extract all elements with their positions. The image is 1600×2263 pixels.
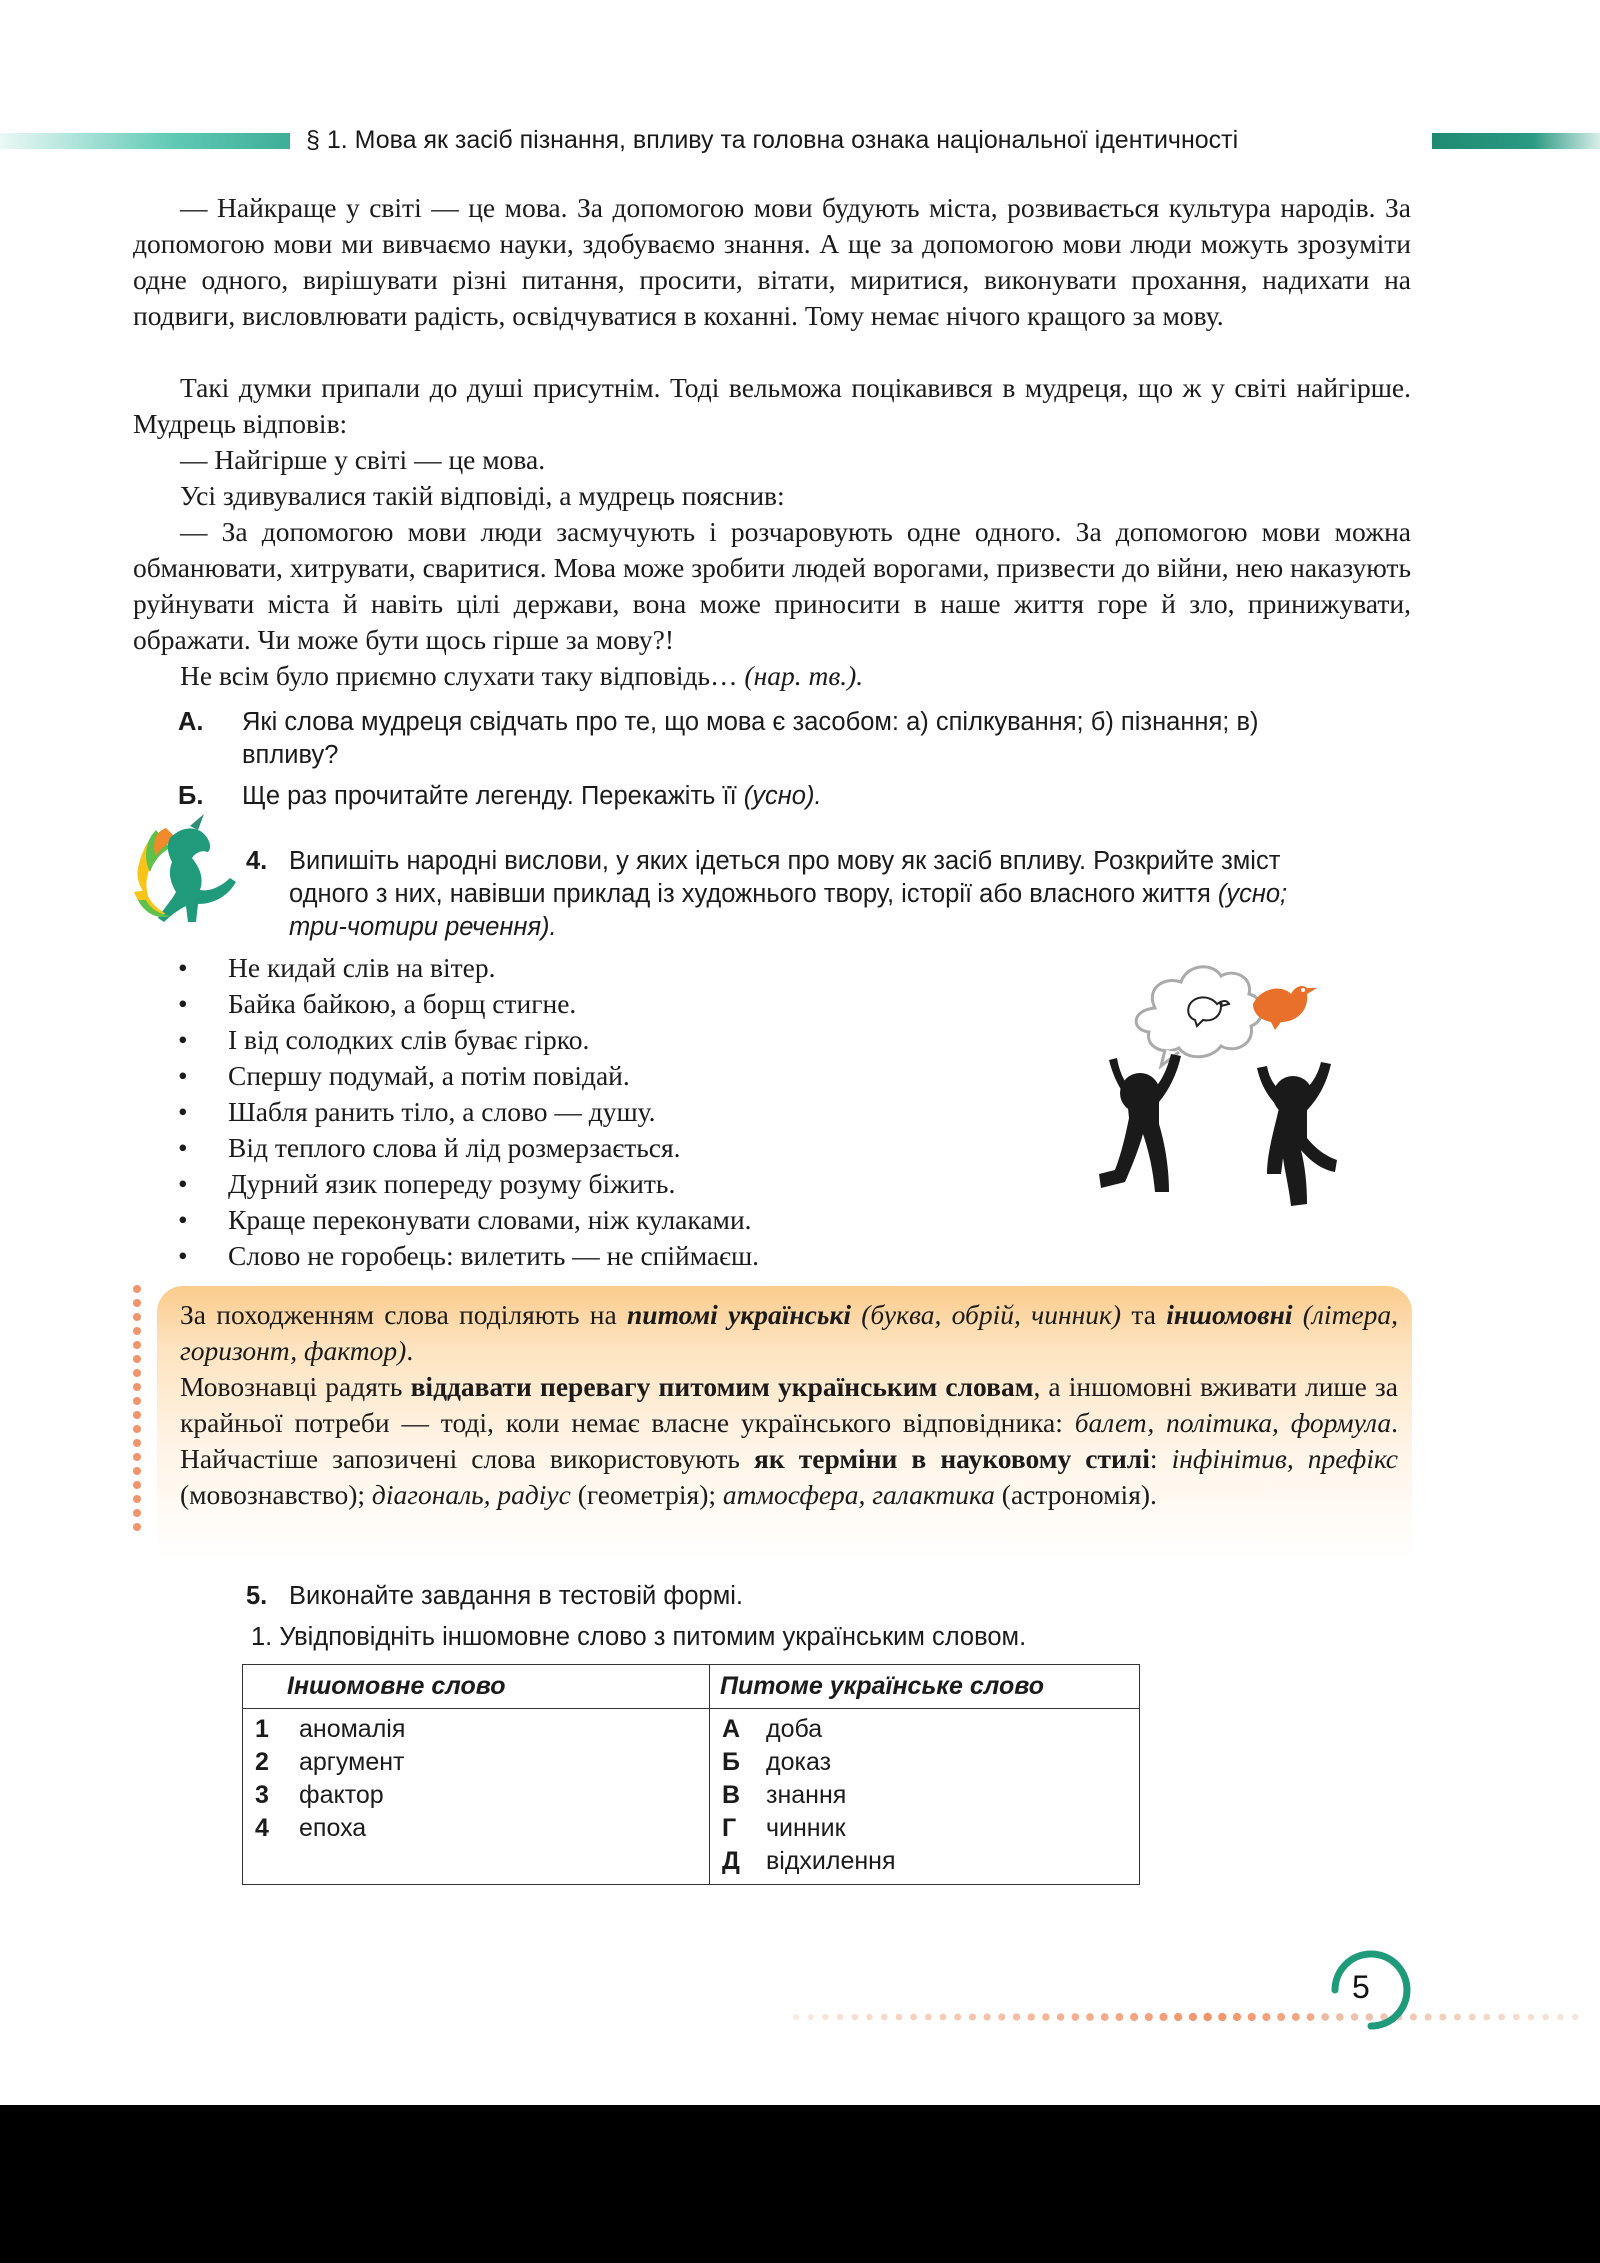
list-item: 3 фактор (255, 1781, 384, 1809)
footer-dot (1292, 2013, 1300, 2021)
proverb-item: • Від теплого слова й лід розмерзається. (178, 1130, 759, 1166)
list-item: 2 аргумент (255, 1748, 405, 1776)
footer-dot (1145, 2013, 1153, 2021)
question-b-line (242, 780, 822, 813)
info-key-terms: як терміни в науковому стилі (753, 1443, 1150, 1474)
task-5-number: 5. (246, 1582, 268, 1610)
task-4-instruction: Випишіть народні вислови, у яких ідеться про мову як засіб впливу. Розкрийте зміст одного з них, навівши приклад із художнього твору, історії або власного життя (289, 847, 1281, 908)
table-header-foreign: Іншомовне слово (243, 1665, 710, 1709)
footer-dot (1262, 2013, 1270, 2021)
header-bar-left (0, 133, 290, 149)
footer-dot (1513, 2014, 1520, 2021)
footer-dot (1174, 2013, 1182, 2021)
story-paragraph-6 (133, 658, 1411, 694)
footer-dot (1425, 2013, 1432, 2020)
task-5-text: Виконайте завдання в тестовій формі. (289, 1582, 743, 1610)
table-header-native: Питоме українське слово (710, 1665, 1140, 1709)
orange-bird-icon (1253, 986, 1317, 1030)
list-item: Г чинник (722, 1814, 846, 1842)
native-words-cell (710, 1709, 1140, 1885)
footer-dot (896, 2014, 903, 2021)
proverb-item: • Шабля ранить тіло, а слово — душу. (178, 1094, 759, 1130)
footer-dot (808, 2014, 814, 2020)
footer-dot (1233, 2013, 1241, 2021)
footer-dot (793, 2014, 799, 2020)
proverb-item: • І від солодких слів буває гірко. (178, 1022, 759, 1058)
list-item: 4 епоха (255, 1814, 367, 1842)
footer-dot (1307, 2013, 1315, 2021)
footer-dot (1159, 2013, 1167, 2021)
footer-dot (1189, 2013, 1197, 2021)
footer-dot (1101, 2013, 1109, 2021)
proverb-item: • Слово не горобець: вилетить — не спіймаєш. (178, 1238, 759, 1274)
proverb-item: • Байка байкою, а борщ стигне. (178, 986, 759, 1022)
section-title: § 1. Мова як засіб пізнання, впливу та головна ознака національної ідентичності (306, 126, 1239, 154)
foreign-words-cell (243, 1709, 710, 1885)
page-number-ring (1327, 1946, 1415, 2034)
footer-dot (1013, 2013, 1020, 2020)
story-paragraph-3: — Найгірше у світі — це мова. (180, 444, 546, 475)
term-foreign: іншомовні (1166, 1299, 1293, 1330)
footer-dot (1572, 2014, 1578, 2020)
list-item: Б доказ (722, 1748, 832, 1776)
unicorn-icon (130, 812, 242, 930)
person-right-icon (1257, 1062, 1337, 1206)
task-5-subtask: 1. Увідповідніть іншомовне слово з питомим українським словом. (251, 1623, 1027, 1651)
footer-dot (940, 2014, 947, 2021)
footer-dot (1086, 2013, 1094, 2021)
footer-dot (1057, 2013, 1065, 2021)
footer-dot (1542, 2014, 1548, 2020)
matching-table (242, 1664, 1140, 1885)
footer-dot (1042, 2013, 1049, 2020)
list-item: 1 аномалія (255, 1715, 406, 1743)
footer-dot (1203, 2013, 1211, 2021)
footer-dot (925, 2014, 932, 2021)
task-4-number: 4. (246, 847, 268, 875)
footer-dot (1439, 2013, 1446, 2020)
table-header-row (243, 1665, 1140, 1709)
proverb-item: • Не кидай слів на вітер. (178, 950, 759, 986)
page-number: 5 (1352, 1969, 1370, 2005)
footer-dot (954, 2014, 961, 2021)
info-box-text: За походженням слова поділяють на питомі українські (буква, обрій, чинник) та іншомовні (літера, горизонт, фактор). Мовознавці радять віддавати перевагу питомим українським словам, а іншомовні вживати лише за крайньої потреби — тоді, коли немає власне українського відповідника: балет, політика, формула. Найчастіше запозичені слова використовують як терміни в науковому стилі: інфінітив, префікс (мовознавство); діагональ, радіус (геометрія); атмосфера, галактика (астрономія). (180, 1299, 1399, 1510)
proverb-item: • Дурний язик попереду розуму біжить. (178, 1166, 759, 1202)
list-item: В знання (722, 1781, 847, 1809)
info-box-dotted-margin (133, 1285, 143, 1537)
question-a-text: Які слова мудреця свідчать про те, що мова є засобом: а) спілкування; б) пізнання; в) впливу? (242, 708, 1259, 769)
story-paragraph-2: Такі думки припали до душі присутнім. Тоді вельможа поцікавився в мудреця, що ж у світі найгірше. Мудрець відповів: (133, 372, 1411, 439)
footer-dot (852, 2014, 858, 2020)
footer-dot (984, 2013, 991, 2020)
info-key-advice: віддавати перевагу питомим українським словам (410, 1371, 1034, 1402)
footer-dot (910, 2014, 917, 2021)
question-b-mark: Б. (178, 782, 204, 810)
header-bar-right (1432, 133, 1600, 149)
story-source-note: (нар. тв.). (744, 660, 864, 691)
footer-dot (1528, 2014, 1535, 2021)
question-a-mark: А. (178, 708, 204, 736)
footer-dot (1028, 2013, 1035, 2020)
list-item: А доба (722, 1715, 823, 1743)
footer-dot (969, 2013, 976, 2020)
footer-dots (790, 2011, 1590, 2023)
footer-dot (1115, 2013, 1123, 2021)
question-b-text: Ще раз прочитайте легенду. Перекажіть її (242, 782, 737, 810)
footer-dot (881, 2014, 888, 2021)
footer-dot (822, 2014, 828, 2020)
list-item: Д відхилення (722, 1847, 896, 1875)
footer-dot (1071, 2013, 1079, 2021)
footer-dot (1248, 2013, 1256, 2021)
footer-dot (866, 2014, 872, 2020)
task-4-text (289, 845, 1329, 944)
story-closing-text: Не всім було приємно слухати таку відповідь… (180, 660, 738, 691)
footer-dot (1483, 2014, 1490, 2021)
footer-dot (1130, 2013, 1138, 2021)
footer-dot (837, 2014, 843, 2020)
story-paragraph-4: Усі здивувалися такій відповіді, а мудрець пояснив: (180, 480, 785, 511)
task-4-note: (усно; три-чотири речення). (289, 880, 1288, 941)
footer-dot (998, 2013, 1005, 2020)
proverbs-list (178, 950, 759, 1274)
question-b-note: (усно). (743, 782, 822, 810)
term-native: питомі українські (627, 1299, 851, 1330)
footer-dot (1498, 2014, 1505, 2021)
footer-dot (1277, 2013, 1285, 2021)
person-left-icon (1099, 1054, 1181, 1192)
footer-dot (1454, 2014, 1461, 2021)
table-body-row (243, 1709, 1140, 1885)
proverb-item: • Краще переконувати словами, ніж кулаками. (178, 1202, 759, 1238)
story-paragraph-1: — Найкраще у світі — це мова. За допомогою мови будують міста, розвивається культура народів. За допомогою мови ми вивчаємо науки, здобуваємо знання. А ще за допомогою мови люди можуть зрозуміти одне одного, вирішувати різні питання, просити, вітати, миритися, виконувати прохання, надихати на подвиги, висловлювати радість, освідчуватися в коханні. Тому немає нічого кращого за мову. (133, 192, 1411, 331)
footer-dot (1218, 2013, 1226, 2021)
speech-illustration (1085, 948, 1365, 1228)
footer-dot (1557, 2014, 1563, 2020)
story-paragraph-5: — За допомогою мови люди засмучують і розчаровують одне одного. За допомогою мови можна обманювати, хитрувати, сваритися. Мова може зробити людей ворогами, призвести до війни, нею наказують руйнувати міста й навіть цілі держави, вона може приносити в наше життя горе й зло, принижувати, ображати. Чи може бути щось гірше за мову?! (133, 516, 1411, 655)
footer-dot (1469, 2014, 1476, 2021)
proverb-item: • Спершу подумай, а потім повідай. (178, 1058, 759, 1094)
